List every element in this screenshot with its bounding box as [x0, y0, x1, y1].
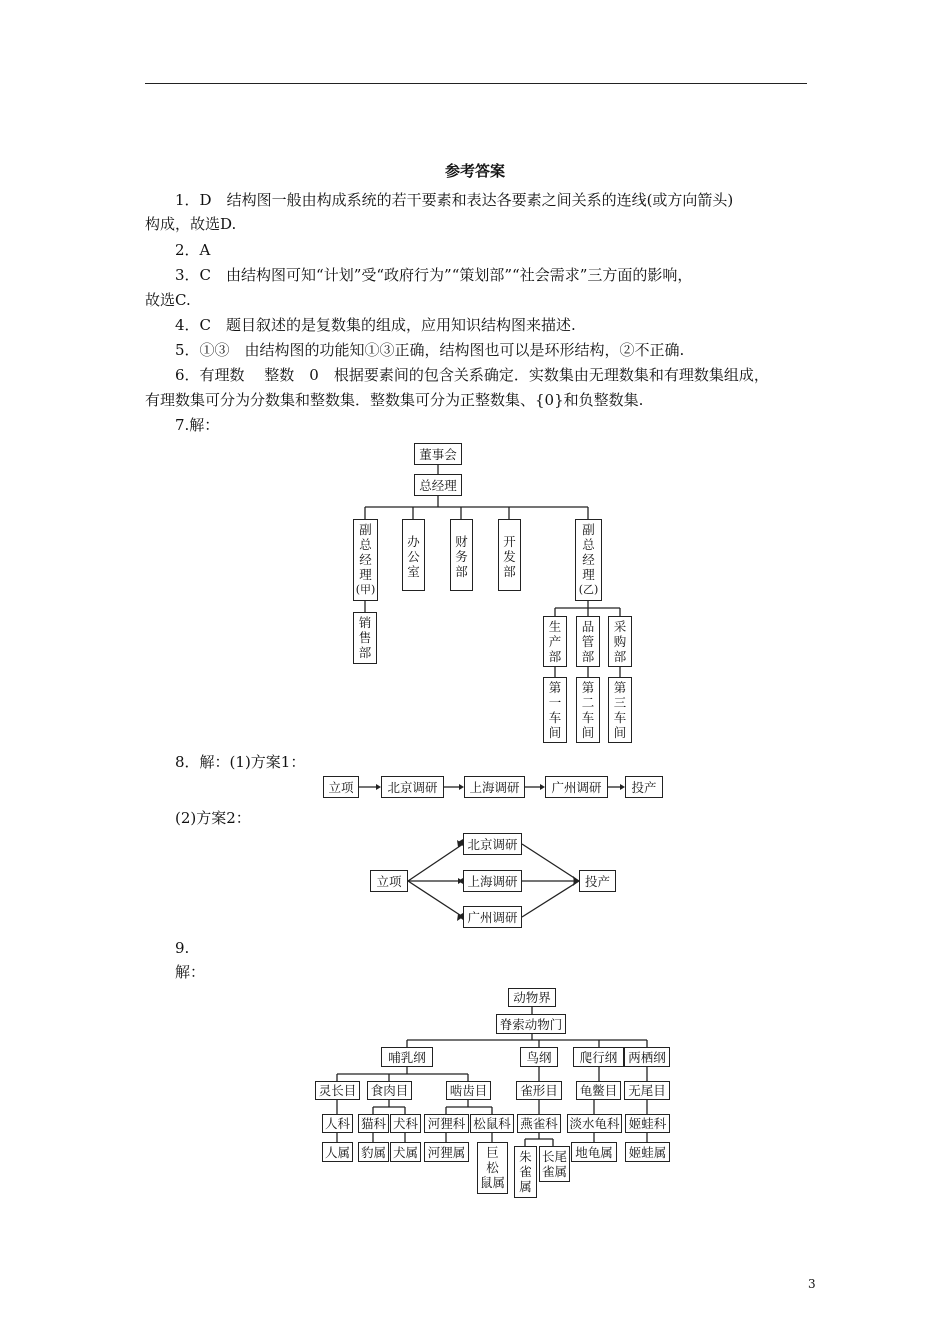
answer-3-line-2: 故选C.	[145, 291, 191, 309]
taxon-genus-microhyla: 姬蛙属	[625, 1142, 670, 1162]
node-production: 生 产 部	[543, 616, 567, 667]
plan2-step-end: 投产	[579, 870, 616, 892]
plan2-step-shanghai: 上海调研	[463, 870, 522, 892]
taxon-order-carnivore: 食肉目	[367, 1081, 412, 1100]
taxon-phylum: 脊索动物门	[496, 1014, 566, 1034]
answer-7-label: 7.解：	[175, 416, 220, 434]
plan1-step-guangzhou: 广州调研	[545, 776, 608, 798]
page-number: 3	[808, 1277, 816, 1291]
plan1-step-start: 立项	[323, 776, 359, 798]
taxon-class-bird: 鸟纲	[520, 1047, 558, 1067]
node-office: 办 公 室	[402, 519, 425, 591]
header-rule	[145, 83, 807, 84]
answer-4: 4．C 题目叙述的是复数集的组成，应用知识结构图来描述.	[175, 316, 576, 334]
answer-5: 5．①③ 由结构图的功能知①③正确，结构图也可以是环形结构，②不正确.	[175, 341, 685, 359]
node-sales: 销 售 部	[353, 612, 377, 664]
node-workshop-2: 第 二 车 间	[576, 677, 600, 743]
node-purchase: 采 购 部	[608, 616, 632, 667]
taxon-genus-zhuque: 朱 雀 属	[514, 1146, 537, 1198]
node-workshop-1: 第 一 车 间	[543, 677, 567, 743]
plan1-step-beijing: 北京调研	[381, 776, 444, 798]
taxon-family-sciurid: 松鼠科	[470, 1114, 514, 1133]
answer-3-line-1: 3．C 由结构图可知“计划”受“政府行为”“策划部”“社会需求”三方面的影响，	[175, 266, 693, 284]
taxon-order-anura: 无尾目	[624, 1081, 670, 1100]
node-vp-b: 副 总 经 理 (乙)	[575, 519, 602, 601]
taxon-order-turtle: 龟鳖目	[576, 1081, 621, 1100]
taxon-class-amphibian: 两栖纲	[624, 1047, 670, 1067]
taxon-genus-ratufa: 巨 松 鼠属	[477, 1142, 508, 1194]
taxon-family-castor: 河狸科	[424, 1114, 469, 1133]
plan1-step-shanghai: 上海调研	[464, 776, 525, 798]
plan2-step-guangzhou: 广州调研	[463, 906, 522, 928]
node-vp-a: 副 总 经 理 (甲)	[353, 519, 378, 601]
answer-9-number: 9.	[175, 939, 190, 957]
taxon-order-rodent: 啮齿目	[446, 1081, 491, 1100]
taxon-family-canid: 犬科	[390, 1114, 421, 1133]
taxon-genus-canis: 犬属	[390, 1142, 421, 1162]
taxon-genus-changwei: 长尾 雀属	[539, 1146, 570, 1182]
plan1-step-end: 投产	[625, 776, 663, 798]
taxon-family-softturtle: 淡水龟科	[567, 1114, 622, 1133]
taxon-order-primate: 灵长目	[315, 1081, 360, 1100]
taxon-class-mammal: 哺乳纲	[381, 1047, 433, 1067]
answer-6-line-1: 6．有理数 整数 0 根据要素间的包含关系确定．实数集由无理数集和有理数集组成，	[175, 366, 769, 384]
page-heading: 参考答案	[444, 162, 505, 180]
answer-1-line-1: 1．D 结构图一般由构成系统的若干要素和表达各要素之间关系的连线(或方向箭头)	[175, 191, 734, 209]
answer-6-line-2: 有理数集可分为分数集和整数集．整数集可分为正整数集、{0}和负整数集.	[145, 391, 644, 409]
taxon-genus-leopard: 豹属	[358, 1142, 389, 1162]
taxon-kingdom: 动物界	[508, 988, 556, 1007]
answer-8-part-2: (2)方案2：	[175, 809, 251, 827]
taxon-order-passerine: 雀形目	[516, 1081, 562, 1100]
answer-8-part-1: 8．解：(1)方案1：	[175, 753, 306, 771]
plan2-step-start: 立项	[370, 870, 408, 892]
taxon-class-reptile: 爬行纲	[573, 1047, 624, 1067]
taxon-genus-castor: 河狸属	[424, 1142, 469, 1162]
node-development: 开 发 部	[498, 519, 521, 591]
taxon-family-frog: 姬蛙科	[625, 1114, 670, 1133]
taxon-genus-geoemyda: 地龟属	[571, 1142, 617, 1162]
node-finance: 财 务 部	[450, 519, 473, 591]
taxon-family-hominid: 人科	[322, 1114, 353, 1133]
plan2-step-beijing: 北京调研	[463, 833, 522, 855]
node-workshop-3: 第 三 车 间	[608, 677, 632, 743]
taxon-family-swallow: 燕雀科	[517, 1114, 561, 1133]
taxon-genus-homo: 人属	[322, 1142, 353, 1162]
answer-9-label: 解：	[175, 963, 206, 981]
node-quality: 品 管 部	[576, 616, 600, 667]
node-general-manager: 总经理	[414, 474, 462, 496]
answer-2: 2．A	[175, 241, 211, 259]
node-board: 董事会	[414, 443, 462, 465]
taxon-family-felid: 猫科	[358, 1114, 389, 1133]
answer-1-line-2: 构成，故选D.	[145, 215, 237, 233]
